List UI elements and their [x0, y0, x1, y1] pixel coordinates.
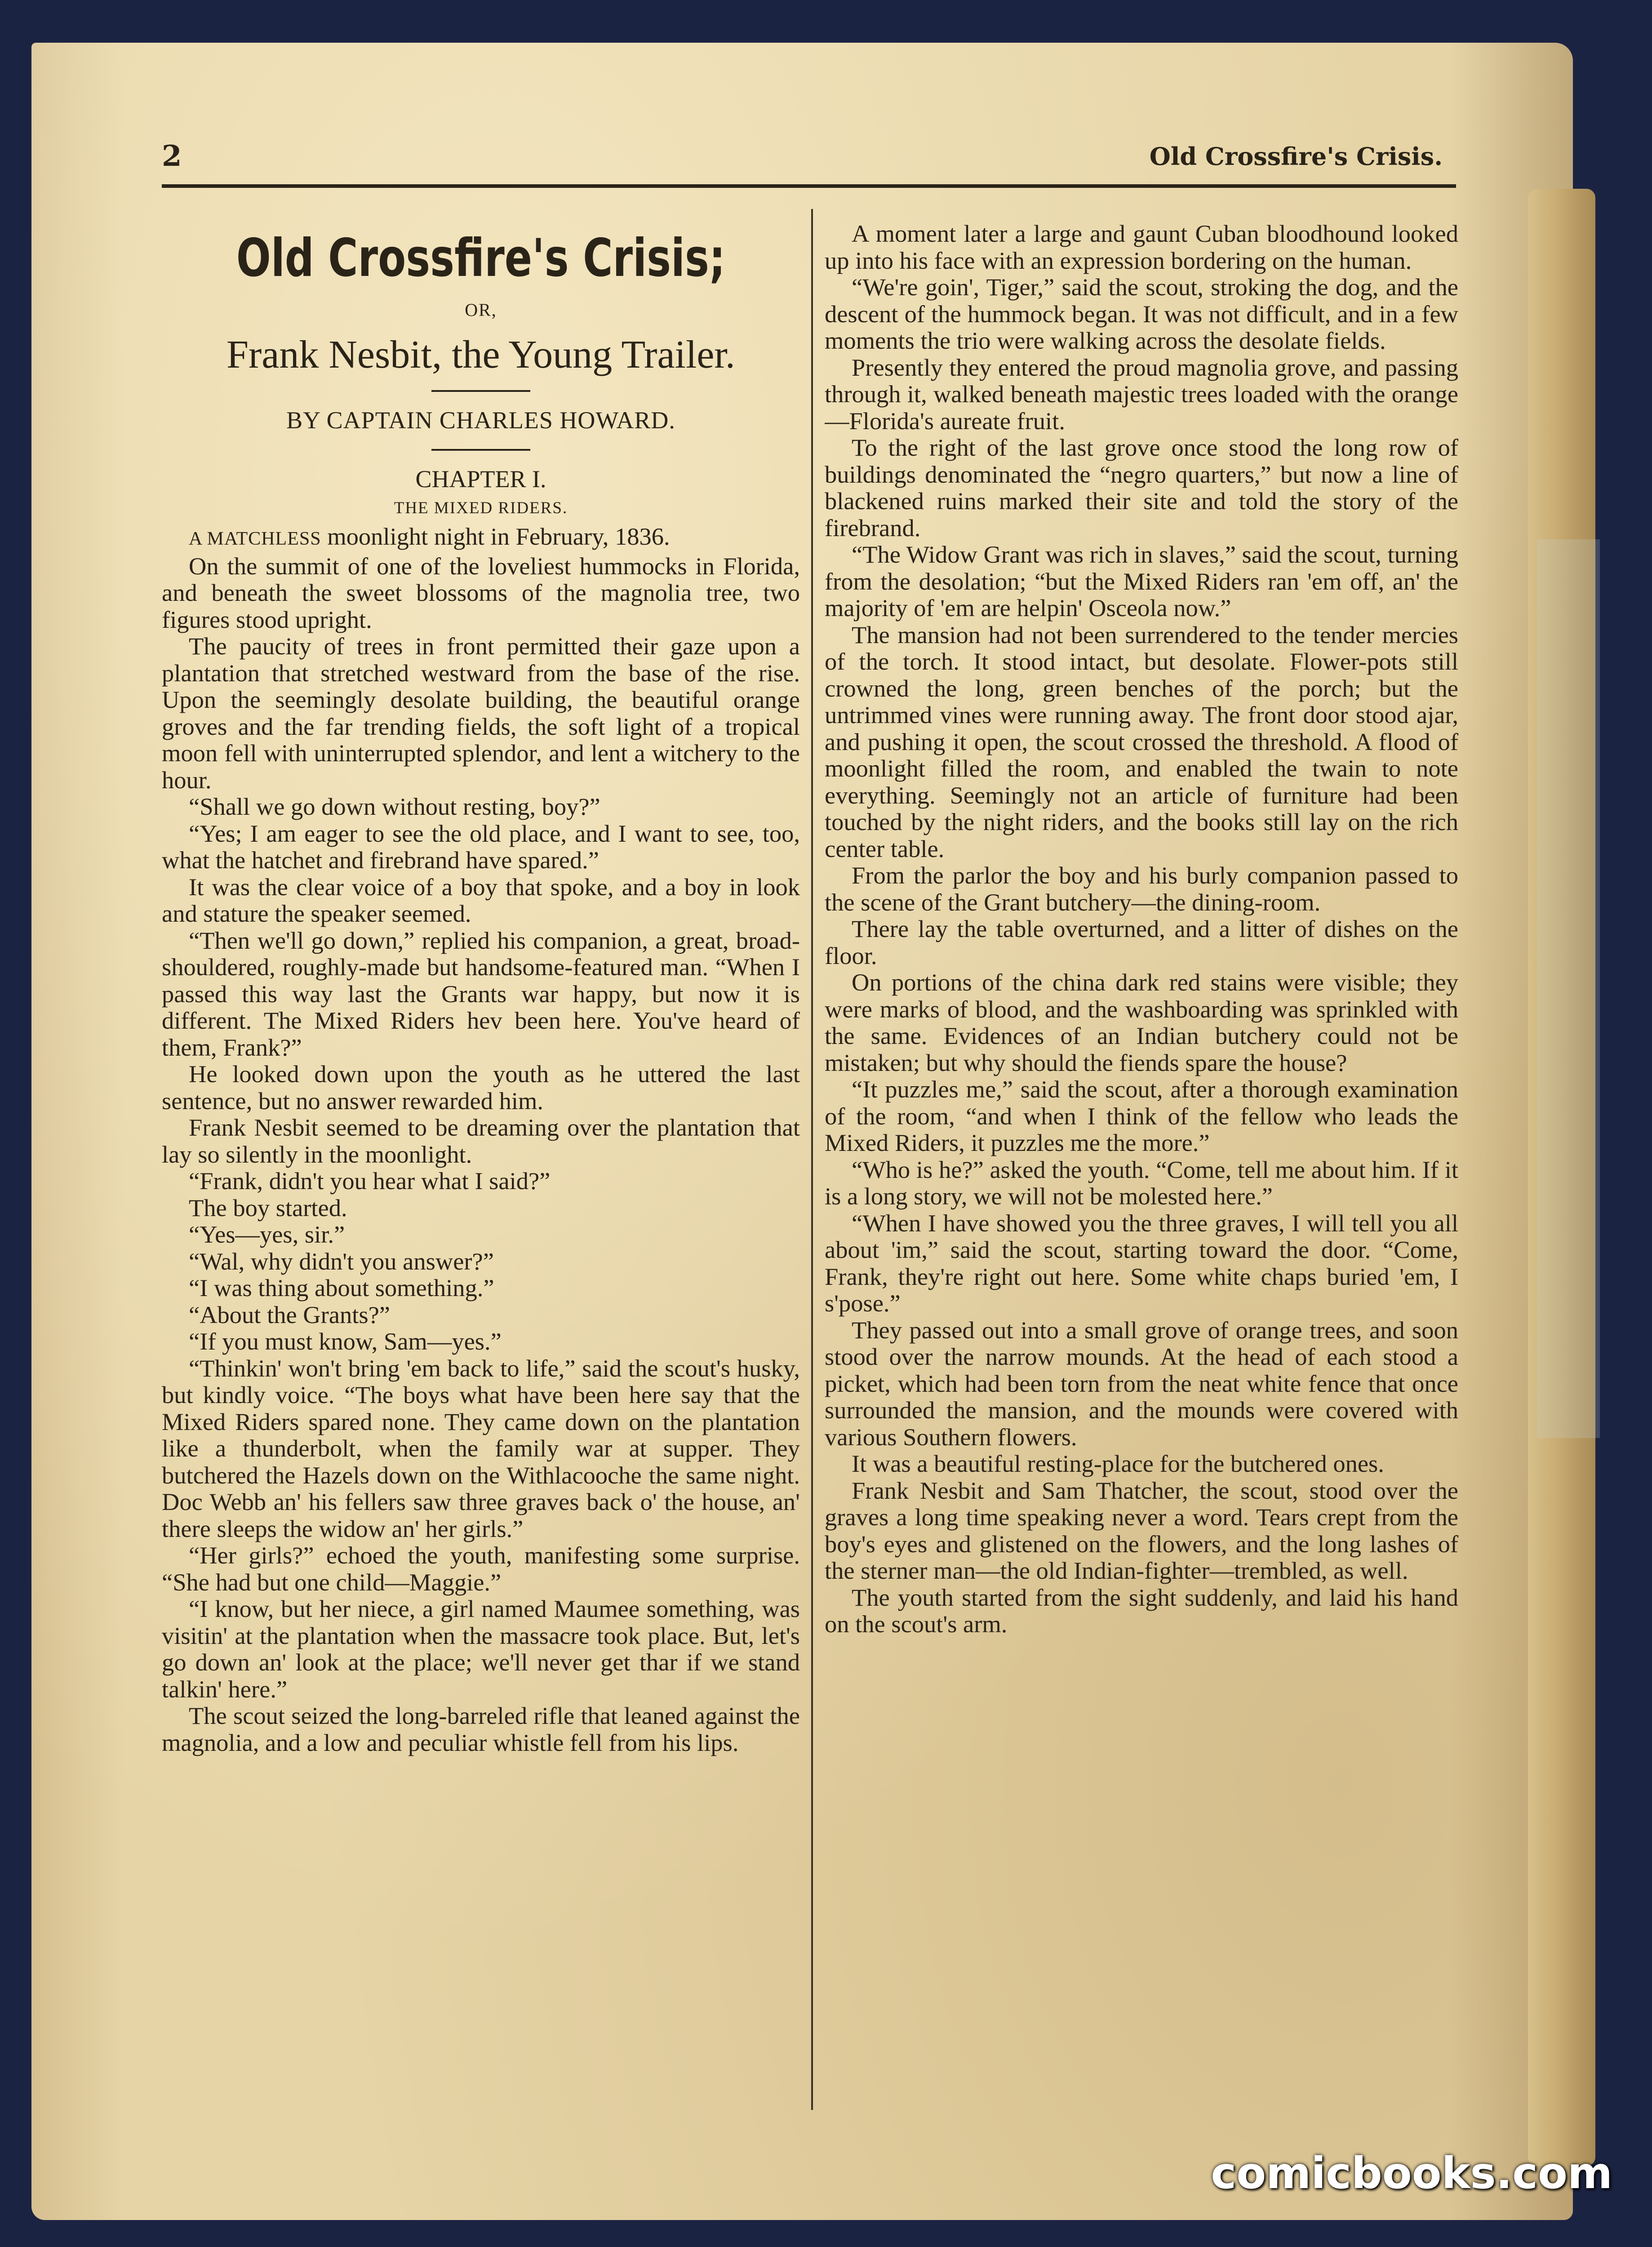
paragraph: “About the Grants?” [189, 1301, 390, 1328]
title-rule [431, 390, 530, 392]
paragraph: “If you must know, Sam—yes.” [189, 1328, 502, 1355]
opening-paragraph [162, 523, 800, 553]
paragraph: Frank Nesbit and Sam Thatcher, the scout, stood over the graves a long time speaking never a word. Tears crept from the boy's eyes and glistened on the flowers, and the long lashes of the sterner man—the old Indian-fighter—trembled, as well. [825, 1476, 1458, 1584]
byline: BY CAPTAIN CHARLES HOWARD. [286, 406, 675, 434]
paragraph: The boy started. [189, 1194, 347, 1221]
story-subtitle: Frank Nesbit, the Young Trailer. [226, 333, 735, 377]
paragraph: The mansion had not been surrendered to the tender mercies of the torch. It stood intact, but desolate. Flower-pots still crowned the long, green benches of the porch; but the untrimmed vines were running away. The front door stood ajar, and pushing it open, the scout crossed the threshold. A flood of moonlight filled the room, and enabled the twain to note everything. Seemingly not an article of furniture had been touched by the night riders, and the books still lay on the rich center table. [825, 621, 1458, 862]
paragraph: “I was thing about something.” [189, 1274, 494, 1301]
paragraph: “Frank, didn't you hear what I said?” [189, 1167, 551, 1195]
paragraph: “Wal, why didn't you answer?” [189, 1247, 494, 1275]
paragraph: “Who is he?” asked the youth. “Come, tell me about him. If it is a long story, we will not be molested here.” [825, 1155, 1458, 1210]
paragraph: “Thinkin' won't bring 'em back to life,” said the scout's husky, but kindly voice. “The boys what have been here say that the Mixed Riders spared none. They came down on the plantation like a thunderbolt, when the family war at supper. They butchered the Hazels down on the Withlacooche the same night. Doc Webb an' his fellers saw three graves back o' the house, an' there sleeps the widow an' her girls.” [162, 1354, 800, 1542]
paragraph: The youth started from the sight suddenly, and laid his hand on the scout's arm. [825, 1583, 1458, 1638]
paragraph: Frank Nesbit seemed to be dreaming over the plantation that lay so silently in the moonlight. [162, 1114, 800, 1168]
watermark: comicbooks.com [1211, 2148, 1612, 2198]
paragraph: He looked down upon the youth as he uttered the last sentence, but no answer rewarded him. [162, 1060, 800, 1115]
paragraph: It was the clear voice of a boy that spoke, and a boy in look and stature the speaker seemed. [162, 873, 800, 927]
right-paragraphs [825, 220, 1458, 1638]
running-title: Old Crossfire's Crisis. [1149, 142, 1443, 171]
right-column [825, 220, 1458, 2130]
opening-lead: A MATCHLESS [189, 528, 321, 549]
column-divider [811, 209, 813, 2110]
tape-strip [1537, 539, 1600, 1438]
paragraph: “Yes; I am eager to see the old place, and I want to see, too, what the hatchet and firebrand have spared.” [162, 819, 800, 874]
page-header [162, 135, 1456, 188]
paragraph: To the right of the last grove once stood the long row of buildings denominated the “negro quarters,” but now a line of blackened ruins marked their site and told the story of the firebrand. [825, 434, 1458, 542]
paragraph: It was a beautiful resting-place for the butchered ones. [852, 1450, 1384, 1477]
paragraph: “I know, but her niece, a girl named Maumee something, was visitin' at the plantation when the massacre took place. But, let's go down an' look at the place; we'll never get thar if we stand talkin' here.” [162, 1595, 800, 1703]
title-or: OR, [465, 300, 497, 320]
left-column [162, 211, 800, 2126]
paragraph: “The Widow Grant was rich in slaves,” said the scout, turning from the desolation; “but the Mixed Riders ran 'em off, an' the majority of 'em are helpin' Osceola now.” [825, 541, 1458, 622]
chapter-heading: CHAPTER I. [415, 466, 546, 493]
paragraph: “Then we'll go down,” replied his companion, a great, broad-shouldered, roughly-made but handsome-featured man. “When I passed this way last the Grants war happy, but now it is different. The Mixed Riders hev been here. You've heard of them, Frank?” [162, 926, 800, 1061]
paragraph: They passed out into a small grove of orange trees, and soon stood over the narrow mounds. At the head of each stood a picket, which had been torn from the neat white fence that once surrounded the mansion, and the mounds were covered with various Southern flowers. [825, 1316, 1458, 1451]
paragraph: On the summit of one of the loveliest hummocks in Florida, and beneath the sweet blossoms of the magnolia tree, two figures stood upright. [162, 552, 800, 633]
paragraph: There lay the table overturned, and a litter of dishes on the floor. [825, 915, 1458, 969]
paragraph: “It puzzles me,” said the scout, after a thorough examination of the room, “and when I think of the fellow who leads the Mixed Riders, it puzzles me the more.” [825, 1075, 1458, 1156]
paragraph: On portions of the china dark red stains were visible; they were marks of blood, and the washboarding was sprinkled with the same. Evidences of an Indian butchery could not be mistaken; but why should the fiends spare the house? [825, 968, 1458, 1076]
byline-rule [431, 449, 530, 451]
paragraph: The paucity of trees in front permitted their gaze upon a plantation that stretched westward from the base of the rise. Upon the seemingly desolate building, the beautiful orange groves and the far trending fields, the soft light of a tropical moon fell with uninterrupted splendor, and lent a witchery to the hour. [162, 632, 800, 794]
paragraph: Presently they entered the proud magnolia grove, and passing through it, walked beneath majestic trees loaded with the orange—Florida's aureate fruit. [825, 353, 1458, 435]
paragraph: “Shall we go down without resting, boy?” [189, 793, 600, 820]
paragraph: A moment later a large and gaunt Cuban bloodhound looked up into his face with an expression bordering on the human. [825, 220, 1458, 274]
paragraph: “Her girls?” echoed the youth, manifesting some surprise. “She had but one child—Maggie.” [162, 1541, 800, 1596]
paragraph: “We're goin', Tiger,” said the scout, stroking the dog, and the descent of the hummock began. It was not difficult, and in a few moments the trio were walking across the desolate fields. [825, 273, 1458, 354]
story-title: Old Crossfire's Crisis; [236, 228, 726, 289]
paragraph: “Yes—yes, sir.” [189, 1221, 345, 1248]
chapter-title: THE MIXED RIDERS. [394, 498, 568, 517]
paragraph: From the parlor the boy and his burly companion passed to the scene of the Grant butchery—the dining-room. [825, 861, 1458, 916]
paragraph: The scout seized the long-barreled rifle that leaned against the magnolia, and a low and peculiar whistle fell from his lips. [162, 1702, 800, 1756]
opening-rest: moonlight night in February, 1836. [321, 523, 670, 550]
page-number: 2 [162, 139, 182, 173]
left-paragraphs [162, 553, 800, 1756]
paragraph: “When I have showed you the three graves, I will tell you all about 'im,” said the scout, starting toward the door. “Come, Frank, they're right out here. Some white chaps buried 'em, I s'pose.” [825, 1209, 1458, 1317]
